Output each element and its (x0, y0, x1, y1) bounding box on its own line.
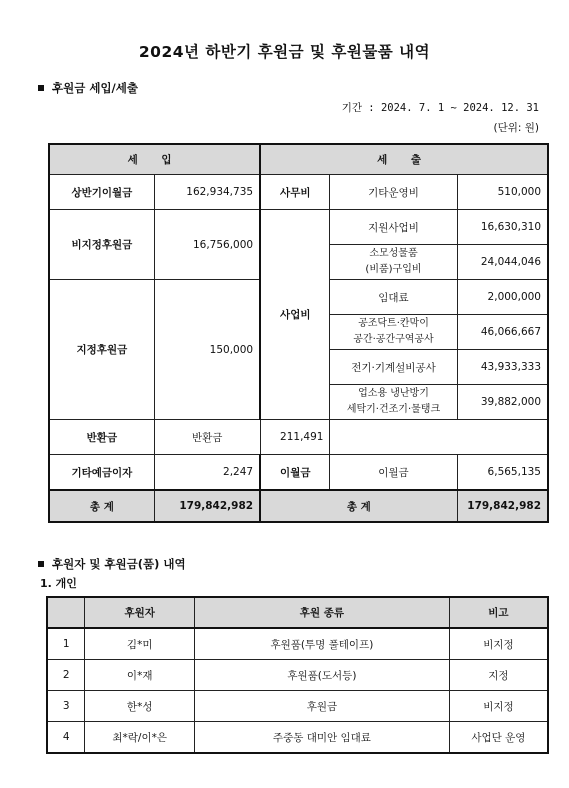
row-donor: 한*성 (85, 691, 195, 722)
expense-amount: 43,933,333 (457, 350, 548, 385)
unit-text: (단위: 원) (493, 122, 539, 134)
table-row (47, 628, 548, 660)
expense-group: 사무비 (260, 175, 330, 210)
expense-item-line: 세탁기·건조기·물탱크 (346, 404, 441, 415)
expense-item: 전기·기계설비공사 (330, 350, 457, 385)
section-title: 후원자 및 후원금(품) 내역 (52, 557, 186, 571)
row-note: 비지정 (449, 628, 548, 660)
header-donor: 후원자 (85, 597, 195, 628)
row-donor: 최*락/이*은 (85, 722, 195, 754)
expense-item (330, 315, 457, 350)
income-total-label: 총 계 (49, 490, 154, 522)
income-header: 세 입 (49, 144, 260, 175)
row-note: 사업단 운영 (449, 722, 548, 754)
income-label: 기타예금이자 (49, 455, 154, 491)
expense-group: 이월금 (260, 455, 330, 491)
income-total-amount: 179,842,982 (154, 490, 260, 522)
row-type: 후원품(투명 풀테이프) (194, 628, 449, 660)
table-row (47, 691, 548, 722)
row-donor: 김*미 (85, 628, 195, 660)
income-amount: 2,247 (154, 455, 260, 491)
row-no: 4 (47, 722, 85, 754)
table-row (47, 722, 548, 754)
expense-item (330, 385, 457, 420)
expense-item-line: 공조닥트·칸막이 (358, 318, 429, 329)
expense-amount: 24,044,046 (457, 245, 548, 280)
income-expense-table (48, 143, 549, 523)
expense-item-line: (비품)구입비 (365, 264, 422, 275)
expense-group: 반환금 (49, 420, 154, 455)
expense-amount: 16,630,310 (457, 210, 548, 245)
header-note: 비고 (449, 597, 548, 628)
income-label: 지정후원금 (49, 280, 154, 420)
row-type: 후원금 (194, 691, 449, 722)
row-type: 주중동 대미안 임대료 (194, 722, 449, 754)
section-income-expense (38, 80, 138, 96)
expense-amount: 39,882,000 (457, 385, 548, 420)
income-label: 상반기이월금 (49, 175, 154, 210)
expense-item-line: 업소용 냉난방기 (358, 388, 429, 399)
expense-amount: 46,066,667 (457, 315, 548, 350)
row-type: 후원품(도서등) (194, 660, 449, 691)
subsection-individual: 1. 개인 (40, 577, 77, 590)
expense-item-line: 소모성물품 (369, 248, 418, 259)
table-row (47, 660, 548, 691)
expense-header: 세 출 (260, 144, 548, 175)
page-title: 2024년 하반기 후원금 및 후원물품 내역 (138, 43, 431, 61)
expense-amount: 2,000,000 (457, 280, 548, 315)
income-label: 비지정후원금 (49, 210, 154, 280)
income-amount: 162,934,735 (154, 175, 260, 210)
row-note: 비지정 (449, 691, 548, 722)
period-text: 기간 : 2024. 7. 1 ~ 2024. 12. 31 (341, 102, 539, 114)
expense-item: 기타운영비 (330, 175, 457, 210)
expense-item: 이월금 (330, 455, 457, 491)
expense-amount: 211,491 (260, 420, 330, 455)
row-no: 3 (47, 691, 85, 722)
row-no: 2 (47, 660, 85, 691)
income-amount: 150,000 (154, 280, 260, 420)
expense-total-label: 총 계 (260, 490, 457, 522)
header-type: 후원 종류 (194, 597, 449, 628)
square-bullet-icon (38, 85, 44, 91)
header-no (47, 597, 85, 628)
square-bullet-icon (38, 561, 44, 567)
expense-item: 반환금 (154, 420, 260, 455)
income-amount: 16,756,000 (154, 210, 260, 280)
expense-amount: 6,565,135 (457, 455, 548, 491)
section-title: 후원금 세입/세출 (52, 81, 138, 95)
expense-total-amount: 179,842,982 (457, 490, 548, 522)
row-donor: 이*재 (85, 660, 195, 691)
expense-amount: 510,000 (457, 175, 548, 210)
row-note: 지정 (449, 660, 548, 691)
expense-group: 사업비 (260, 210, 330, 420)
expense-item-line: 공간·공간구역공사 (353, 334, 434, 345)
expense-item: 임대료 (330, 280, 457, 315)
section-donors (38, 556, 186, 572)
expense-item (330, 245, 457, 280)
donor-table (46, 596, 549, 754)
row-no: 1 (47, 628, 85, 660)
expense-item: 지원사업비 (330, 210, 457, 245)
